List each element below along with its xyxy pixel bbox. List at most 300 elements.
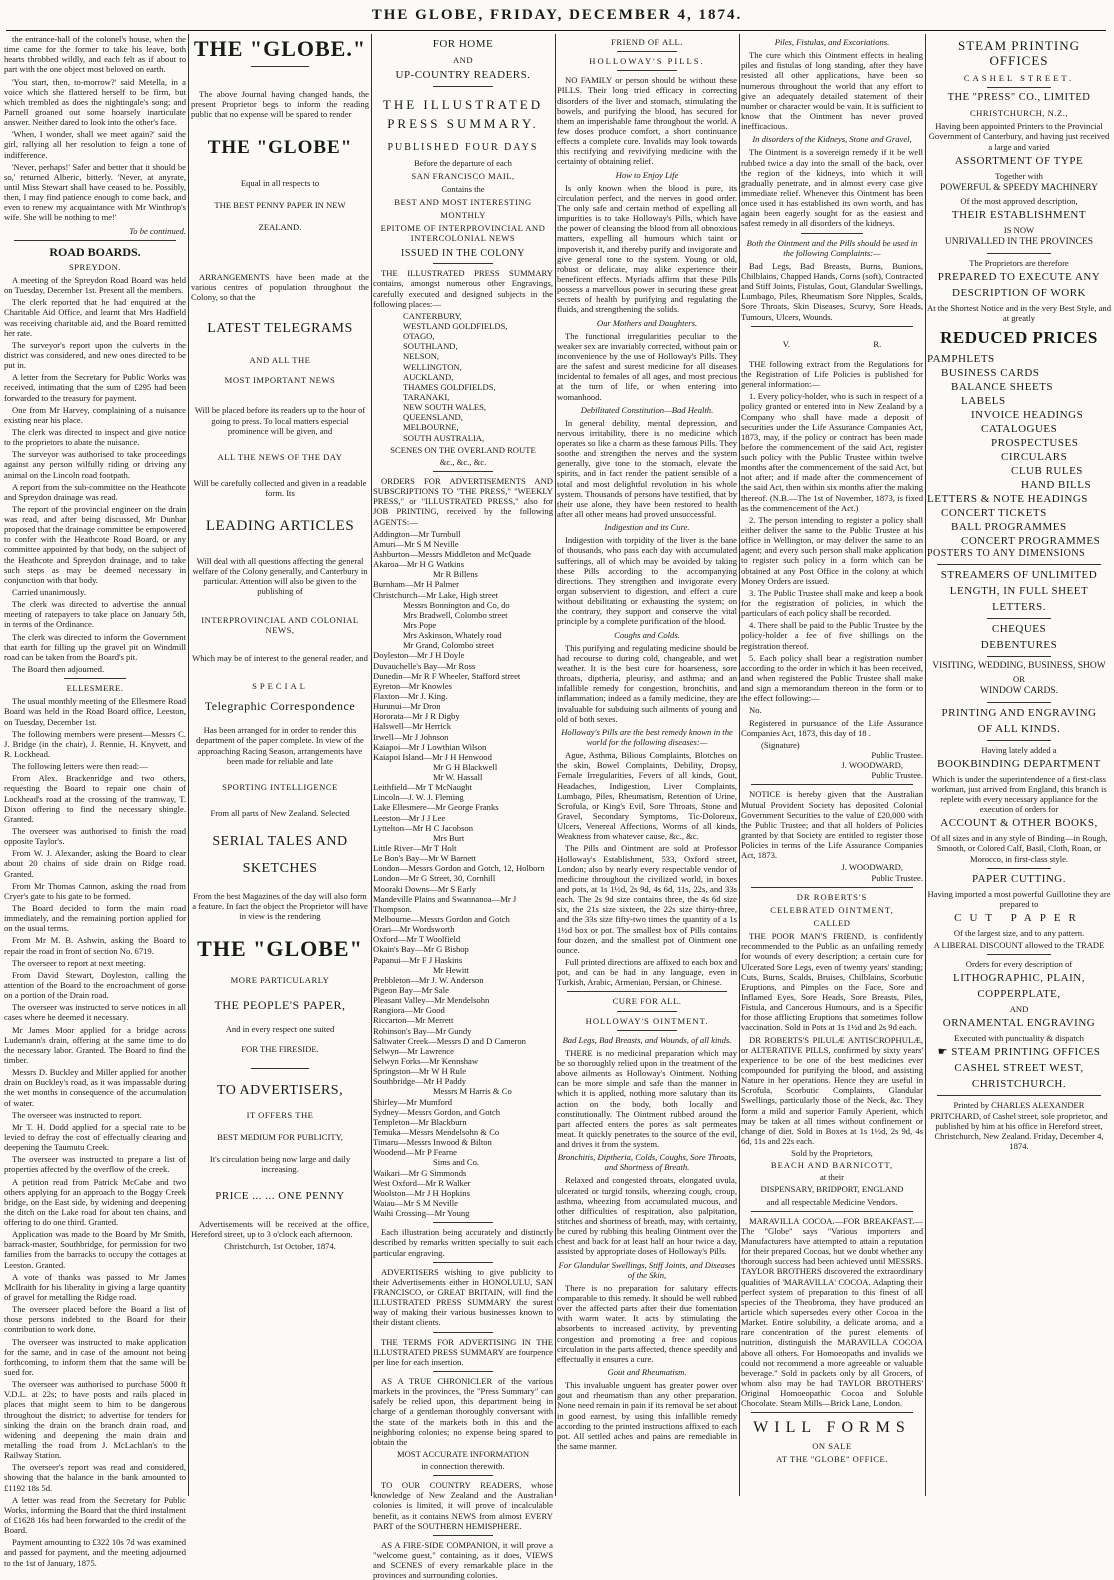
together-with: Together with xyxy=(995,170,1043,181)
agent-item: Messrs Bonnington and Co, do xyxy=(403,599,510,610)
copperplate: COPPERPLATE, xyxy=(977,988,1061,1001)
superintendence-para: Which is under the superintendence of a first-class workman, just arrived from England, this branch is replete with every necessary appliance for the execution of orders for xyxy=(931,773,1107,815)
story-paragraph: 'When, I wonder, shall we meet again?' said the girl, rallying all her resolution to feign a tone of indifference. xyxy=(4,129,186,160)
report-paragraph: The Board decided to form the main road immediately, and the remaining portion applied for on the usual terms. xyxy=(4,902,186,934)
agent-item: Timaru—Messrs Inwood & Bilton xyxy=(373,1137,492,1148)
agent-item: Ashburton—Messrs Middleton and McQuade xyxy=(373,548,531,559)
story-paragraph: 'You start, then, to-morrow?' said Metella, in a voice which she flattered herself to be firm, but which trembled as does the nightingale's song; and Parnell groaned out some hoarsely inarticulate answer. Neither dared to look into the other's face. xyxy=(4,76,186,128)
report-paragraph: From David Stewart, Doyleston, calling the attention of the Board to the encroachment of gorse on a portion of the Drain road. xyxy=(4,969,186,1001)
etc-line: &c., &c., &c. xyxy=(439,456,487,467)
scenes-line: SCENES ON THE OVERLAND ROUTE xyxy=(390,444,536,455)
job-item: LABELS xyxy=(961,394,1006,407)
divider xyxy=(433,1475,493,1476)
telegraphic-heading: Telegraphic Correspondence xyxy=(204,699,356,714)
sporting-heading: SPORTING INTELLIGENCE xyxy=(222,781,338,792)
cheques: CHEQUES xyxy=(991,623,1047,636)
report-paragraph: The surveyor's report upon the culverts in the district was considered, and new ones directed to be put in. xyxy=(4,339,186,371)
divider xyxy=(751,1211,913,1212)
job-item: CIRCULARS xyxy=(1001,450,1068,463)
sf-mail: SAN FRANCISCO MAIL, xyxy=(411,170,515,181)
divider xyxy=(433,86,493,87)
agent-item: Selwyn—Mr Lawrence xyxy=(373,1045,454,1056)
report-paragraph: The clerk reported that he had enquired at the Charitable Aid Office, and learnt that Mrs Hadfield was receiving charitable aid, and the Board remitted her rate. xyxy=(4,297,186,338)
orders-para: ORDERS FOR ADVERTISEMENTS AND SUBSCRIPTIONS TO "THE PRESS," "WEEKLY PRESS," or "ILLUSTRATED PRESS," also for JOB PRINTING, received by the following AGENTS:— xyxy=(373,475,553,527)
fireside-line: FOR THE FIRESIDE. xyxy=(241,1043,319,1054)
place-item: NELSON, xyxy=(403,351,440,362)
chronicler-para: AS A TRUE CHRONICLER of the various markets in the provinces, the "Press Summary" can safely be relied upon, this department being in charge of a gentleman thoroughly conversant with the state of the markets both in this and the neighboring colonies; no expense being spared to obtain the xyxy=(373,1375,553,1447)
report-paragraph: Payment amounting to £322 10s 7d was examined and passed for payment, and the meeting adjourned to the 1st of January, 1875. xyxy=(4,1537,186,1568)
ornamental-engraving: ORNAMENTAL ENGRAVING xyxy=(942,1017,1096,1030)
friend-of-all: FRIEND OF ALL. xyxy=(611,37,683,47)
agent-item: Sims and Co. xyxy=(433,1157,480,1168)
agent-item: Akaroa—Mr H G Watkins xyxy=(373,559,465,570)
illustrated-title-1: THE ILLUSTRATED xyxy=(382,97,544,113)
agent-item: Oxford—Mr T Woolfield xyxy=(373,934,461,945)
ointment-para: Bad Legs, Bad Breasts, Burns, Bunions, Chilblains, Chapped Hands, Corns (soft), Contracted and Stiff Joints, Fistulas, Gout, Glandular Swellings, Lumbago, Piles, Rheumatism Sore Nipples, Scalds, Sore Throats, Skin Diseases, Scurvy, Sore Heads, Tumours, Ulcers, Wounds. xyxy=(741,260,923,322)
subhead: How to Enjoy Life xyxy=(615,169,679,180)
imprint: Printed by CHARLES ALEXANDER PRITCHARD, of Cashel street, sole proprietor, and published by him at his office in Hereford street, Christchurch, New Zealand. Friday, December 4, 1874. xyxy=(930,1100,1108,1151)
report-paragraph: The Board then adjourned. xyxy=(12,664,105,675)
regs-para: 2. The person intending to register a policy shall either deliver the same to the Public Trustee at his office in Wellington, or may deliver the same to an agent; and every such person shall make application to register such policy in a form which can be obtained at any Post Office in the colony at which Money Orders are issued. xyxy=(741,514,923,586)
places-list xyxy=(373,311,553,443)
globe-office: AT THE "GLOBE" OFFICE. xyxy=(776,1454,888,1465)
pills-para: Is only known when the blood is pure, its circulation perfect, and the nerves in good order. The only safe and certain method of expelling all impurities is to take Holloway's Pills, which have the power of cleansing the blood from all obnoxious matters, expelling all humours which taint or impoverish it, and thereby purify and invigorate and give general tone to the system. Young or old, robust or delicate, may alike experience their beneficent effects. Myriads affirm that these Pills possess a marvellous power in securing these great secrets of health by purifying and regulating the fluids, and strengthening the solids. xyxy=(557,182,737,315)
cure-for-all: CURE FOR ALL. xyxy=(612,996,682,1007)
printing-engraving-1: PRINTING AND ENGRAVING xyxy=(941,706,1097,719)
ointment-para: The cure which this Ointment effects in healing piles and fistulas of long standing, after they have resisted all other applications, have been so numerous throughout the world that any effort to give an adequately detailed statement of their number or character would be vain. It is sufficient to know that the Ointment has never proved inefficacious. xyxy=(741,50,923,132)
place-item: SOUTHLAND, xyxy=(403,341,458,352)
agent-item: Lyttelton—Mr H C Jacobson xyxy=(373,822,474,833)
notice-para: NOTICE is hereby given that the Australian Mutual Provident Society has deposited Colonial Government Securities to the value of £20,000 with the Public Trustee; and that all holders of Policies granted by that Society are entitled to register those Policies in terms of the Life Assurance Companies Act, 1873. xyxy=(741,789,923,861)
agent-item: West Oxford—Mr R Walker xyxy=(373,1177,471,1188)
pills-para: In general debility, mental depression, and nervous irritability, there is no medicine which operates so like a charm as these famous Pills. They soothe and strengthen the nerves and the system generally, give tone to the stomach, elevate the spirits, and in fact render the patient sensible of a total and most delightful revolution in his whole system. Thousands of persons have testified, that by their use alone, they have been restored to health after all other means had proved unsuccessful. xyxy=(557,417,737,520)
shortest-notice: At the Shortest Notice and in the very Best Style, and at greatly xyxy=(927,302,1112,323)
and-all-the: AND ALL THE xyxy=(249,355,311,366)
spreydon-report xyxy=(4,275,186,674)
job-item: CONCERT TICKETS xyxy=(941,506,1047,519)
divider xyxy=(987,868,1051,869)
called-line: CALLED xyxy=(813,917,851,928)
public-trustee-2: Public Trustee. xyxy=(871,770,923,781)
agent-item: Kaiapoi Island—Mr J H Henwood xyxy=(373,751,492,762)
pills-para: NO FAMILY or person should be without these PILLS. Their long tried efficacy in correcting disorders of the liver and stomach, stimulating the bowels, and purifying the blood, has secured for them an imperishable fame throughout the world. A few doses produce comfort, a short continuance effects a complete cure. Invalids may look towards this rectifying and revivifying medicine with the certainty of obtaining relief. xyxy=(557,75,737,167)
agent-item: Woolston—Mr J H Hopkins xyxy=(373,1187,470,1198)
regs-para: THE following extract from the Regulations for the Registration of Life Policies is published for general information:— xyxy=(741,358,923,390)
column-6 xyxy=(927,34,1111,1500)
agent-item: Mrs Burt xyxy=(433,832,465,843)
agents-list xyxy=(373,529,553,1219)
column-1 xyxy=(4,34,186,1568)
agent-item: Shirley—Mr Mumford xyxy=(373,1096,453,1107)
agent-item: Mrs Bradwell, Colombo street xyxy=(403,609,508,620)
report-paragraph: From Mr M. B. Ashwin, asking the Board to repair the road in front of section No. 6719. xyxy=(4,935,186,956)
unrivalled: UNRIVALLED IN THE PROVINCES xyxy=(944,237,1094,248)
subhead: Both the Ointment and the Pills should be used in the following Complaints:— xyxy=(746,237,918,258)
report-paragraph: The overseer was authorised to finish the road opposite Taylor's. xyxy=(4,826,186,847)
report-paragraph: The following letters were then read:— xyxy=(12,761,148,772)
dr-roberts: DR ROBERTS'S xyxy=(796,891,868,902)
offers-line: IT OFFERS THE xyxy=(246,1109,314,1120)
report-paragraph: The overseer's report was read and considered, showing that the balance in the bank amounted to £1192 18s 5d. xyxy=(4,1462,186,1493)
special-heading: SPECIAL xyxy=(252,680,308,691)
subhead: Coughs and Colds. xyxy=(614,629,680,640)
agent-item: Orari—Mr Wordsworth xyxy=(373,924,455,935)
subhead: Piles, Fistulas, and Excoriations. xyxy=(774,37,890,47)
agent-item: Temuka—Messrs Mendelsohn & Co xyxy=(373,1126,500,1137)
job-item: LETTERS & NOTE HEADINGS xyxy=(927,492,1088,505)
will-forms: WILL FORMS xyxy=(753,1419,911,1437)
best-penny-line: THE BEST PENNY PAPER IN NEW xyxy=(214,199,346,210)
report-paragraph: A petition read from Patrick McCabe and two others applying for an approach to the Boggy Creek bridge, on the East side, by widening and deepening the ditch on the Lake road for about ten chains, and offering to do one third. Granted. xyxy=(4,1176,186,1228)
divider xyxy=(617,51,677,52)
summary-intro: THE ILLUSTRATED PRESS SUMMARY contains, amongst numerous other Engravings, carefully executed and designed subjects in the following places:— xyxy=(373,268,553,309)
poor-mans-friend-para: THE POOR MAN'S FRIEND, is confidently recommended to the Public as an unfailing remedy for wounds of every description; a certain cure for Ulcerated Sore Legs, even of twenty years' standing; Cuts, Burns, Scalds, Bruises, Chilblains, Scorbutic Eruptions, and Pimples on the Face, Sore and Inflamed Eyes, Sore Heads, Sore Breasts, Piles, Fistula, and Cancerous Humours, and is a Specific for those afflicting Eruptions that sometimes follow vaccination. Sold in Pots at 1s 1½d and 2s 9d each. xyxy=(741,931,923,1033)
agent-item: Mr W. Hassall xyxy=(433,772,483,783)
regs-signature: (Signature) xyxy=(761,739,800,750)
agent-item: Saltwater Creek—Messrs D and D Cameron xyxy=(373,1035,526,1046)
divider xyxy=(433,1262,493,1263)
globe-intro: The above Journal having changed hands, the present Proprietor begs to inform the reading public that no expense will be spared to render xyxy=(191,88,369,120)
reduced-prices: REDUCED PRICES xyxy=(940,327,1098,347)
and-line: AND xyxy=(1009,1004,1029,1015)
agent-item: Hororata—Mr J R Digby xyxy=(373,711,460,722)
job-item: BALL PROGRAMMES xyxy=(951,520,1067,533)
agent-item: Christchurch—Mr Lake, High street xyxy=(373,589,499,600)
report-paragraph: A report from the sub-committee on the Heathcote and Spreydon drainage was read. xyxy=(4,481,186,502)
lithographic: LITHOGRAPHIC, PLAIN, xyxy=(953,972,1085,985)
column-rule xyxy=(188,34,189,1496)
pilulae-para: DR ROBERTS'S PILULÆ ANTISCROPHULÆ, or ALTERATIVE PILLS, confirmed by sixty years' experience to be one of the best medicines ever compounded for purifying the blood, and assisting Nature in her operations. Hence they are useful in Scrofula, Scorbutic Complaints, Glandular Swellings, particularly those of the Neck, &c. They form a mild and superior Family Aperient, which may be taken at all times without confinement or change of diet. Sold in Boxes at 1s 1½d, 2s 9d, 4s 6d, 11s and 22s each. xyxy=(741,1034,923,1146)
agent-item: Hurunui—Mr Dron xyxy=(373,701,441,712)
divider xyxy=(987,702,1051,703)
powerful-machinery: POWERFUL & SPEEDY MACHINERY xyxy=(940,182,1098,193)
report-paragraph: The overseer was instructed to report. xyxy=(12,1109,142,1120)
report-paragraph: Application was made to the Board by Mr Smith, barrack-master, Southbridge, for permission for two families from the barracks to occupy the cottages at Leeston. Granted. xyxy=(4,1229,186,1270)
divider xyxy=(987,618,1051,619)
place-item: TARANAKI, xyxy=(403,392,450,402)
agent-item: Selwyn Forks—Mr Kennshaw xyxy=(373,1056,479,1066)
agent-item: Doyleston—Mr J H Doyle xyxy=(373,650,465,661)
agent-item: Irwell—Mr J Johnson xyxy=(373,731,449,742)
vendors-line: and all respectable Medicine Vendors. xyxy=(766,1196,898,1207)
debentures: DEBENTURES xyxy=(980,639,1058,652)
column-rule xyxy=(371,34,372,1496)
for-home: FOR HOME xyxy=(432,38,494,50)
agent-item: Rangiora—Mr Good xyxy=(373,1005,445,1016)
serial-heading-2: SKETCHES xyxy=(242,860,318,876)
agent-item: Amuri—Mr S M Neville xyxy=(373,538,459,549)
public-trustee-3: Public Trustee. xyxy=(871,872,923,883)
connection-line: in connection therewith. xyxy=(421,1461,505,1472)
pills-para: Full printed directions are affixed to each box and pot, and can be had in any language, even in Turkish, Arabic, Armenian, Persian, or Chinese. xyxy=(557,956,737,988)
pills-para: This purifying and regulating medicine should be had recourse to during cold, changeable, and wet weather. It is the best cure for hoarseness, sore throats, diptheria, pleurisy, and asthma; and an infallible remedy for congestion, bronchitis, and inflammation; indeed as a family medicine, they are invaluable for subduing such ailments of young and old of both sexes. xyxy=(557,642,737,724)
ointment-para: This invaluable unguent has greater power over gout and rheumatism than any other preparation. None need remain in pain if its removal be set about in good earnest, by using this infallible remedy according to the printed instructions affixed to each pot. All settled aches and pains are remediable in the same manner. xyxy=(557,1380,737,1451)
agent-item: Waihi Crossing—Mr Young xyxy=(373,1208,470,1219)
monthly: MONTHLY xyxy=(440,210,486,221)
more-particularly: MORE PARTICULARLY xyxy=(230,975,330,986)
column-3 xyxy=(373,34,553,1580)
report-paragraph: The following members were present—Messrs C. J. Bridge (in the chair), J. Rennie, H. Knyvett, and R. Lockhead. xyxy=(4,728,186,760)
placed-para: Will be placed before its readers up to the hour of going to press. To local matters especial prominence will be given, and xyxy=(194,405,366,436)
report-paragraph: The surveyor was authorised to take proceedings against any person wilfully riding or driving any animal on the Lincoln road footpath. xyxy=(4,449,186,480)
report-paragraph: The clerk was directed to inform the Government that earth for filling up the gravel pit on Windmill road can be taken from the Board's pit. xyxy=(4,631,186,662)
agent-item: Papanui—Mr F J Haskins xyxy=(373,954,463,965)
agent-item: Sydney—Messrs Gordon, and Gotch xyxy=(373,1106,500,1117)
report-paragraph: From Mr Thomas Cannon, asking the road from Cryer's gate to his gate to be formed. xyxy=(4,880,186,901)
price-line: PRICE ... ... ONE PENNY xyxy=(215,1190,345,1203)
terms-para: THE TERMS FOR ADVERTISING IN THE ILLUSTRATED PRESS SUMMARY are fourpence per line for each insertion. xyxy=(373,1336,553,1367)
holloways-pills: HOLLOWAY'S PILLS. xyxy=(589,56,705,67)
regs-para: 4. There shall be paid to the Public Trustee by the policy-holder a fee of five shillings on the registration thereof. xyxy=(741,620,923,651)
divider xyxy=(567,991,727,992)
prepared-line: PREPARED TO EXECUTE ANY xyxy=(937,270,1101,283)
their-establishment: THEIR ESTABLISHMENT xyxy=(951,209,1087,222)
divider xyxy=(987,87,1051,88)
interest-para: Which may be of interest to the general reader, and xyxy=(192,652,368,663)
divider xyxy=(987,740,1051,741)
agent-item: Lincoln—J. W. J. Fleming xyxy=(373,792,464,803)
sold-by: Sold by the Proprietors, xyxy=(791,1148,873,1159)
largest-size: Of the largest size, and to any pattern. xyxy=(953,927,1085,938)
paper-cutting: PAPER CUTTING. xyxy=(972,872,1066,885)
agent-item: Waikari—Mr G Simmonds xyxy=(373,1167,467,1178)
subhead: Bad Legs, Bad Breasts, and Wounds, of all kinds. xyxy=(562,1034,732,1045)
agent-item: Dunedin—Mr R F Wheeler, Stafford street xyxy=(373,670,521,681)
regs-para: 3. The Public Trustee shall make and keep a book for the registration of policies, in which the particulars of each policy shall be recorded. xyxy=(741,587,923,619)
before-line: Before the departure of each xyxy=(414,157,512,168)
divider xyxy=(751,326,913,327)
fireside-para: AS A FIRE-SIDE COMPANION, it will prove a "welcome guest," containing, as it does, VIEWS and SCENES of every remarkable place in the provinces and surrounding colonies. xyxy=(373,1539,553,1580)
streamers-2: LENGTH, IN FULL SHEET xyxy=(949,585,1089,598)
agent-item: Mrs Askinson, Whately road xyxy=(403,630,502,641)
agent-item: Le Bon's Bay—Mr W Barnett xyxy=(373,853,476,864)
epitome: EPITOME OF INTERPROVINCIAL AND INTERCOLONIAL NEWS xyxy=(380,223,546,244)
country-readers-para: TO OUR COUNTRY READERS, whose knowledge of New Zealand and the Australian colonies is limited, it will prove of incalculable benefit, as it contains NEWS from almost EVERY PART of the SOUTHERN HEMISPHERE. xyxy=(373,1480,553,1531)
contains-line: Contains the xyxy=(441,183,485,194)
ellesmere-heading: ELLESMERE. xyxy=(66,683,124,694)
interprovincial-news: INTERPROVINCIAL AND COLONIAL NEWS, xyxy=(201,614,359,635)
place-item: WELLINGTON, xyxy=(403,361,462,372)
job-item: CATALOGUES xyxy=(981,422,1058,435)
report-paragraph: Carried unanimously. xyxy=(12,587,86,598)
divider xyxy=(617,70,677,71)
description-of-work: DESCRIPTION OF WORK xyxy=(952,286,1086,299)
agent-item: Little River—Mr T Holt xyxy=(373,843,457,854)
from-all-line: From all parts of New Zealand. Selected xyxy=(210,807,350,818)
subhead: Holloway's Pills are the best remedy known in the world for the following diseases:— xyxy=(561,726,733,747)
account-books: ACCOUNT & OTHER BOOKS, xyxy=(940,817,1098,830)
globe-name: THE "GLOBE" xyxy=(207,137,353,159)
orders-for: Orders for every description of xyxy=(965,959,1073,970)
place-item: OTAGO, xyxy=(403,331,435,342)
is-now: IS NOW xyxy=(1003,225,1035,236)
steam-footer xyxy=(927,1046,1111,1059)
maravilla-cocoa-para: MARAVILLA COCOA.—FOR BREAKFAST.—The "Globe" says "Various importers and Manufacturers have attempted to attain a reputation for their prepared Cocoas, but we doubt whether any thorough success had been achieved until MESSRS. TAYLOR BROTHERS discovered the extraordinary qualities of 'MARAVILLA' COCOA. Adapting their perfect system of preparation to this finest of all species of the Theobroma, they have produced an article which supersedes every other Cocoa in the Market. Entire solubility, a delicate aroma, and a rare concentration of the purest elements of nutrition, distinguish the MARAVILLA COCOA above all others. For Homoeopaths and invalids we could not recommend a more agreeable or valuable beverage." Sold in packets only by all Grocers, of whom also may be had TAYLOR BROTHERS' Original Homoeopathic Cocoa and Soluble Chocolate. Steam Mills—Brick Lane, London. xyxy=(741,1215,923,1409)
racing-para: Has been arranged for in order to render this department of the paper complete. In view of the approaching Racing Season, arrangements have been made for reliable and late xyxy=(196,725,364,766)
divider xyxy=(751,887,913,888)
pills-para: The Pills and Ointment are sold at Professor Holloway's Establishment, 533, Oxford street, London; also by nearly every respectable vendor of medicine throughout the civilized world, in boxes and pots, at 1s 1½d, 2s 9d, 4s 6d, 11s, 22s, and 33s each. The 2s 9d size contains three, the 4s 6d size six, the 21s size sixteen, the 22s size thirty-three, and the 33s size fifty-two times the quantity of a 1s 1½d box or pot. The smallest box of Pills contains four dozen, and the smallest pot of Ointment one ounce. xyxy=(557,843,737,955)
divider xyxy=(433,263,493,264)
column-rule xyxy=(925,34,926,1496)
agent-item: Mr Hewitt xyxy=(433,964,470,975)
subhead: Bronchitis, Diptheria, Colds, Coughs, Sore Throats, and Shortness of Breath. xyxy=(557,1152,737,1173)
report-paragraph: The clerk was directed to advertise the annual meeting of ratepayers to take place on January 5th, in terms of the Ordinance. xyxy=(4,599,186,630)
cashel-west: CASHEL STREET WEST, xyxy=(954,1062,1084,1075)
agent-item: Mr R Billens xyxy=(433,569,478,580)
divider xyxy=(937,1095,1101,1096)
divider xyxy=(617,1030,677,1031)
divider xyxy=(433,1535,493,1536)
agent-item: Robinson's Bay—Mr Gundy xyxy=(373,1025,472,1036)
dispensary: DISPENSARY, BRIDPORT, ENGLAND xyxy=(760,1184,904,1195)
agent-item: Pleasant Valley—Mr Mendelsohn xyxy=(373,995,490,1006)
agent-item: Springston—Mr W H Rule xyxy=(373,1066,467,1077)
column-rule xyxy=(739,34,740,1496)
agent-item: London—Mr G Street, 30, Cornhill xyxy=(373,873,496,884)
lately-added: Having lately added a xyxy=(981,744,1057,755)
window-cards: WINDOW CARDS. xyxy=(980,686,1058,697)
agent-item: Addington—Mr Turnbull xyxy=(373,528,461,539)
serial-heading-1: SERIAL TALES AND xyxy=(212,834,348,850)
subhead: For Glandular Swellings, Stiff Joints, and Diseases of the Skin, xyxy=(558,1259,736,1280)
divider xyxy=(937,564,1101,565)
pointing-hand-icon: ☛ xyxy=(937,1046,948,1059)
vr-letter-r: R. xyxy=(873,338,882,349)
column-rule xyxy=(555,34,556,1496)
illustrated-title-2: PRESS SUMMARY. xyxy=(387,116,539,132)
all-news: ALL THE NEWS OF THE DAY xyxy=(217,451,343,462)
executed-line: Executed with punctuality & dispatch xyxy=(954,1033,1084,1044)
masthead: THE GLOBE, FRIDAY, DECEMBER 4, 1874. xyxy=(371,7,743,23)
ads-received-para: Advertisements will be received at the office, Hereford street, up to 3 o'clock each afternoon. xyxy=(191,1219,369,1240)
approved-line: Of the most approved description, xyxy=(960,196,1078,207)
questions-para: Will deal with all questions affecting the general welfare of the Colony generally, and Canterbury in particular. Attention will also be given to the publishing of xyxy=(192,555,368,597)
circulation-para: It's circulation being now large and daily increasing. xyxy=(209,1153,351,1174)
guillotine-para: Having imported a most powerful Guillotine they are prepared to xyxy=(927,888,1111,909)
agent-item: Templeton—Mr Blackburn xyxy=(373,1116,467,1127)
divider xyxy=(433,1371,493,1372)
upcountry-readers: UP-COUNTRY READERS. xyxy=(395,69,531,82)
all-sizes-para: Of all sizes and in any style of Binding—in Rough, Smooth, or Colored Calf, Basil, Cloth, Roan, or Morocco, in first-class style. xyxy=(930,833,1108,864)
or-line: OR xyxy=(1013,674,1025,685)
report-paragraph: The overseer was instructed to prepare a list of properties affected by the overflow of the creek. xyxy=(4,1154,186,1175)
agent-item: Mrs Pope xyxy=(403,619,437,630)
regs-para: Registered in pursuance of the Life Assurance Companies Act, 1873, this day of 18 . xyxy=(741,717,923,738)
place-item: SOUTH AUSTRALIA, xyxy=(403,432,485,443)
job-item: CLUB RULES xyxy=(1011,464,1083,477)
agent-item: Mr Grand, Colombo street xyxy=(403,640,495,651)
report-paragraph: From W. J. Alexander, asking the Board to clear about 20 chains of side drain on Ridge road. Granted. xyxy=(4,848,186,879)
christchurch-nz: CHRISTCHURCH, N.Z., xyxy=(969,108,1069,119)
ointment-para: The Ointment is a sovereign remedy if it be well rubbed twice a day into the small of the back, over the region of the kidneys, into which it will gradually penetrate, and in almost every case give immediate relief. Whenever this Ointment has been once used it has established its own worth, and has again been eagerly sought for as the easiest and safest remedy in all disorders of the kidneys. xyxy=(741,147,923,229)
subhead: Indigestion and its Cure. xyxy=(604,522,690,533)
agent-item: Leithfield—Mr T McNaught xyxy=(373,782,472,793)
christchurch: CHRISTCHURCH. xyxy=(971,1078,1067,1091)
letters-line: LETTERS. xyxy=(992,601,1046,614)
agent-item: Waiau—Mr S M Neville xyxy=(373,1197,458,1208)
report-paragraph: The overseer was authorised to purchase 5000 ft V.D.L. at 22s; to have posts and rails placed in places that might seem to him to be dangerous throughout the district; to advertise for tenders for sinking the drain on the branch drain road, and widening and deepening the main drain and metalling the road from J. McLachlan's to the Railway Station. xyxy=(4,1379,186,1461)
agent-item: Mandeville Plains and Swannanoa—Mr J Thompson. xyxy=(373,893,517,914)
regs-para: 1. Every policy-holder, who is such in respect of a policy granted or entered into in New Zealand by a Company who shall have made a deposit of securities under the Life Assurance Companies Act, 1873, may, if the policy or contract has been made before the commencement of the said Act, register such policy with the Public Trustee within twelve months after the commencement of the said Act, but not after; and if made after the commencement of the said Act, then within six months after the making thereof. (N.B.—The 1st of November, 1873, is fixed as the commencement of the Act.) xyxy=(741,391,923,513)
pills-para: Ague, Asthma, Bilious Complaints, Blotches on the skin, Bowel Complaints, Debility, Dropsy, Female Irregularities, Fevers of all kinds, Gout, Headaches, Indigestion, Liver Complaints, Lumbago, Piles, Rheumatism, Retention of Urine, Scrofula, or King's Evil, Sore Throats, Stone and Gravel, Secondary Symptoms, Tic-Doloreux, Ulcers, Venereal Affections, Worms of all kinds, Weakness from whatever cause, &c., &c. xyxy=(557,750,737,842)
place-item: MELBOURNE, xyxy=(403,422,459,433)
most-important-news: MOST IMPORTANT NEWS xyxy=(224,375,336,386)
ointment-para: There is no preparation for salutary effects comparable to this remedy. It should be well rubbed over the affected parts after their due fomentation with warm water. It acts by stimulating the absorbents to increased activity, by preventing congestion and promoting a free and copious circulation in the parts affected, thence speedily and effectually it ensures a cure. xyxy=(557,1282,737,1364)
agent-item: Okain's Bay—Mr G Bishop xyxy=(373,944,469,955)
report-paragraph: A meeting of the Spreydon Road Board was held on Tuesday, December 1st. Present all the members. xyxy=(4,274,186,296)
streamers-1: STREAMERS OF UNLIMITED xyxy=(940,569,1098,582)
divider xyxy=(801,233,863,234)
serial-story xyxy=(4,34,186,236)
agent-item: Kaiapoi—Mr J Lowthian Wilson xyxy=(373,741,487,752)
ellesmere-report xyxy=(4,696,186,1567)
agent-item: Leeston—Mr J J Lee xyxy=(373,812,446,823)
divider xyxy=(64,678,126,679)
latest-telegrams: LATEST TELEGRAMS xyxy=(207,320,353,336)
divider xyxy=(433,471,493,472)
report-paragraph: The clerk was directed to inspect and give notice to the proprietors to abate the nuisance. xyxy=(4,426,186,448)
column-5 xyxy=(741,34,923,1500)
report-paragraph: From Alex. Brackenridge and two others, requesting the Board to repair one chain of Lockhead's road at the crossing of the tramway, T. Dixon offering to find the necessary shingle. Granted. xyxy=(4,773,186,824)
pills-para: The functional irregularities peculiar to the weaker sex are invariably corrected, without pain or inconvenience by the use of Holloway's Pills. They are the safest and surest medicine for all diseases incidental to females of all ages, and most precious at the turn of life, or when entering into womanhood. xyxy=(557,330,737,402)
to-be-continued: To be continued. xyxy=(129,225,186,236)
job-item: HAND BILLS xyxy=(1021,478,1092,491)
story-paragraph: 'Never, perhaps!' Safer and better that it should be so,' returned Alberic, bitterly. 'Never, at anyrate, until Miss Stewart shall have ceased to be. Possibly, then, I may find patience enough to come back, and even to renew my acquaintance with Mr Winthrop's wife. She will be nothing to me!' xyxy=(4,161,186,223)
peoples-paper: THE PEOPLE'S PAPER, xyxy=(214,997,346,1012)
job-item: INVOICE HEADINGS xyxy=(971,408,1084,421)
report-paragraph: A vote of thanks was passed to Mr James McIlraith for his liberality in giving a large quantity of gravel for metalling the Ridge road. xyxy=(4,1271,186,1303)
issued-line: ISSUED IN THE COLONY xyxy=(401,247,525,259)
job-item: BALANCE SHEETS xyxy=(951,380,1054,393)
agent-item: Messrs M Harris & Co xyxy=(433,1086,512,1097)
printing-engraving-2: OF ALL KINDS. xyxy=(977,722,1061,735)
to-advertisers: TO ADVERTISERS, xyxy=(216,1083,344,1099)
dateline: Christchurch, 1st October, 1874. xyxy=(224,1241,336,1252)
divider xyxy=(433,1332,493,1333)
road-boards-heading: ROAD BOARDS. xyxy=(49,244,141,259)
regs-para: No. xyxy=(749,705,762,716)
column-2 xyxy=(191,34,369,1500)
agent-item: Southbridge—Mr H Paddy xyxy=(373,1076,467,1087)
vr-crest xyxy=(741,339,923,349)
agent-item: Mr G H Blackwell xyxy=(433,761,498,772)
agent-item: Woodend—Mr P Fearne xyxy=(373,1147,457,1158)
most-accurate: MOST ACCURATE INFORMATION xyxy=(396,1448,530,1459)
holloways-ointment: HOLLOWAY'S OINTMENT. xyxy=(585,1015,709,1026)
steam-footer-text: STEAM PRINTING OFFICES xyxy=(951,1046,1101,1059)
report-paragraph: Mr James Moor applied for a bridge across Ludemann's drain, offering at the same time to do the necessary labor. Granted. The Board to find the timber. xyxy=(4,1024,186,1065)
divider xyxy=(987,954,1051,955)
report-paragraph: The overseer to report at next meeting. xyxy=(12,957,146,968)
spreydon-heading: SPREYDON. xyxy=(68,261,121,272)
place-item: QUEENSLAND, xyxy=(403,412,463,423)
place-item: WESTLAND GOLDFIELDS, xyxy=(403,321,508,332)
report-paragraph: The usual monthly meeting of the Ellesmere Road Board was held in the Road Board office, Leeston, on Tuesday, December 1st. xyxy=(4,696,186,727)
agent-item: Mooraki Downs—Mr S Early xyxy=(373,883,476,894)
report-paragraph: One from Mr Harvey, complaining of a nuisance existing near his place. xyxy=(4,404,186,425)
report-paragraph: A letter was read from the Secretary for Public Works, informing the Board that the third instalment of £1628 16s had been forwarded to the credit of the Board. xyxy=(4,1494,186,1536)
zealand-line: ZEALAND. xyxy=(258,222,302,233)
report-paragraph: The overseer was instructed to serve notices in all cases where he deemed it necessary. xyxy=(4,1002,186,1023)
report-paragraph: A letter from the Secretary for Public Works was received, intimating that the sum of £295 had been forwarded to the treasury for payment. xyxy=(4,372,186,403)
liberal-discount: A LIBERAL DISCOUNT allowed to the TRADE xyxy=(933,940,1105,951)
published-line: PUBLISHED FOUR DAYS xyxy=(387,141,539,153)
story-paragraph: the entrance-hall of the colonel's house, when the time came for the former to take his leave, both hearts throbbed wildly, and each felt as if about to part with the one object most beloved on earth. xyxy=(4,34,186,75)
ointment-para: Relaxed and congested throats, elongated uvula, ulcerated or turgid tonsils, wheezing cough, croup, asthma, wheezing from accumulated mucous, and other difficulties of respiration, also palpitation, stitches and shortness of breath, may, with certainty, be cured by rubbing this healing Ointment over the chest and back for at least half an hour twice a day, assisted by appropriate doses of Holloway's Pills. xyxy=(557,1175,737,1257)
job-item: CONCERT PROGRAMMES xyxy=(961,534,1101,547)
magazines-para: From the best Magazines of the day will also form a feature. In fact the object the Proprietor will have in view is the rendering xyxy=(192,891,368,922)
agent-item: London—Messrs Gordon and Gotch, 12, Holborn xyxy=(373,863,545,874)
